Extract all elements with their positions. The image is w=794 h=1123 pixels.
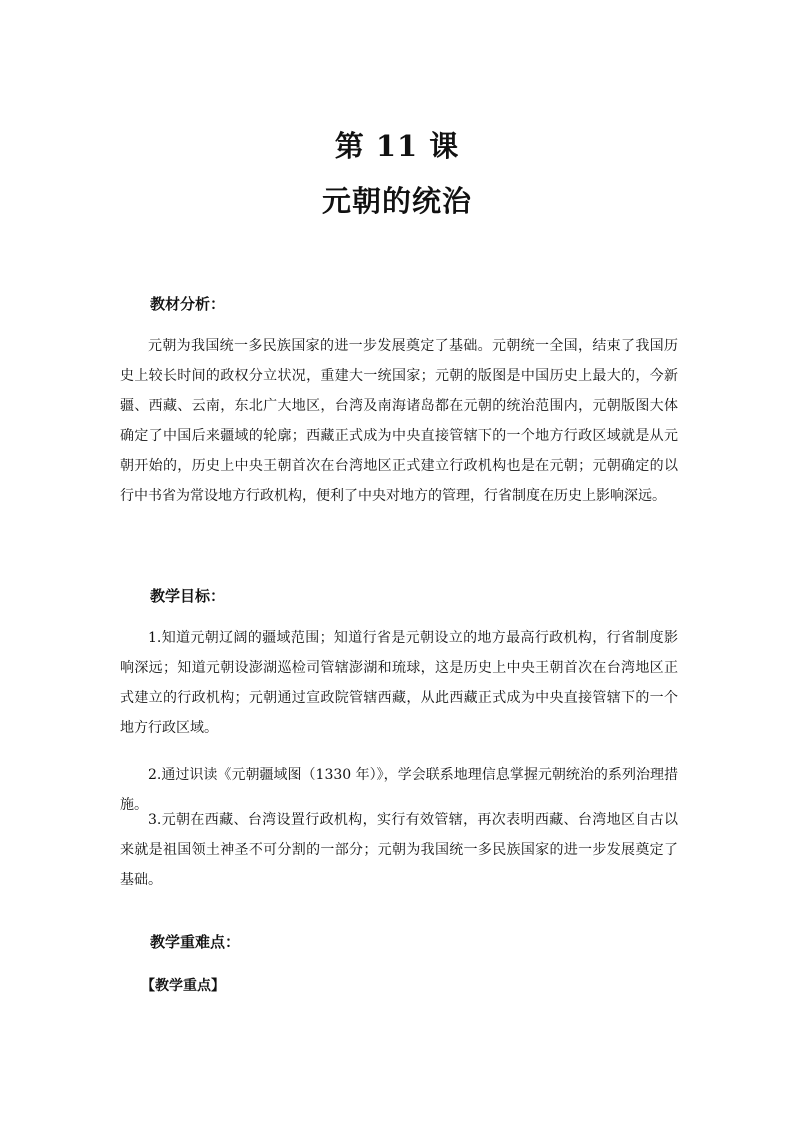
lesson-number: 第 11 课 (334, 129, 460, 163)
analysis-paragraph: 元朝为我国统一多民族国家的进一步发展奠定了基础。元朝统一全国，结束了我国历史上较长时间的政权分立状况，重建大一统国家；元朝的版图是中国历史上最大的，今新疆、西藏、云南，东北广大地区，台湾及南海诸岛都在元朝的统治范围内，元朝版图大体确定了中国后来疆域的轮廓；西藏正式成为中央直接管辖下的一个地方行政区域就是从元朝开始的，历史上中央王朝首次在台湾地区正式建立行政机构也是在元朝；元朝确定的以行中书省为常设地方行政机构，便利了中央对地方的管理，行省制度在历史上影响深远。 (120, 338, 678, 504)
analysis-heading: 教材分析： (150, 295, 226, 313)
objective-item-3: 3.元朝在西藏、台湾设置行政机构，实行有效管辖，再次表明西藏、台湾地区自古以来就是祖国领土神圣不可分割的一部分；元朝为我国统一多民族国家的进一步发展奠定了基础。 (120, 812, 678, 888)
objectives-heading: 教学目标： (150, 587, 226, 605)
key-points-heading: 教学重难点： (150, 933, 241, 951)
key-points-subheading: 【教学重点】 (141, 978, 225, 994)
lesson-title: 元朝的统治 (321, 184, 472, 218)
objective-item-1: 1.知道元朝辽阔的疆域范围；知道行省是元朝设立的地方最高行政机构，行省制度影响深远；知道元朝设澎湖巡检司管辖澎湖和琉球，这是历史上中央王朝首次在台湾地区正式建立的行政机构；元朝通过宣政院管辖西藏，从此西藏正式成为中央直接管辖下的一个地方行政区域。 (120, 630, 678, 736)
objective-item-2: 2.通过识读《元朝疆域图（1330 年）》，学会联系地理信息掌握元朝统治的系列治理措施。 (120, 767, 678, 813)
